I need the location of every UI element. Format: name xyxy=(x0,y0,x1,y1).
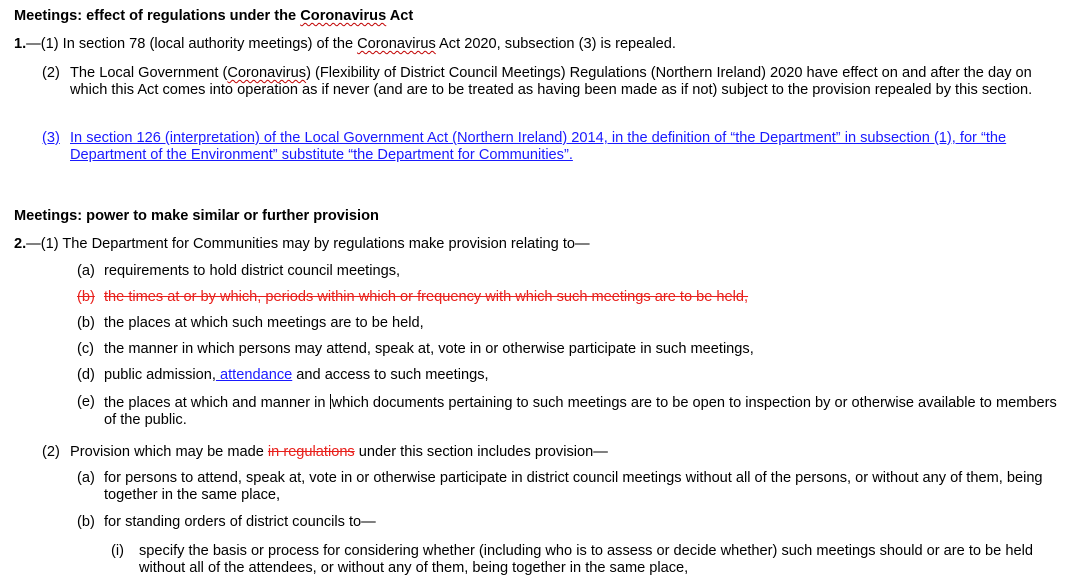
heading-text: Act xyxy=(386,8,414,24)
item-number: (b) xyxy=(77,514,95,530)
paragraph-1-1 xyxy=(14,36,1074,53)
subsection-number: (2) xyxy=(42,444,60,460)
item-text: the manner in which persons may attend, speak at, vote in or otherwise participate in such meetings, xyxy=(104,341,754,357)
item-number: (i) xyxy=(111,543,124,559)
paragraph-text: (1) In section 78 (local authority meetings) of the xyxy=(40,36,358,52)
deleted-text[interactable]: in regulations xyxy=(267,444,355,460)
item-2-2-b-i xyxy=(111,543,1067,577)
paragraph-text: (1) The Department for Communities may by regulations make provision relating to— xyxy=(40,236,590,252)
item-2-2-a xyxy=(77,470,1067,504)
item-2-1-c xyxy=(77,341,1067,358)
item-text: the places at which such meetings are to be held, xyxy=(104,315,424,331)
deleted-text[interactable]: the times at or by which, periods within which or frequency with which such meetings are to be held, xyxy=(104,289,749,305)
subsection-number: (2) xyxy=(42,65,60,81)
item-number: (c) xyxy=(77,341,95,357)
misspelled-word[interactable]: Coronavirus xyxy=(227,65,307,81)
paragraph-1-2 xyxy=(42,65,1062,99)
item-2-1-d xyxy=(77,367,1067,384)
item-text xyxy=(104,394,1067,429)
inserted-text[interactable]: In section 126 (interpretation) of the Local Government Act (Northern Ireland) 2014, in the definition of “the Department” in subsection (1), for “the Department of the Environment” substitute “the Department for Communities”. xyxy=(70,130,1007,163)
paragraph-text xyxy=(70,65,1062,99)
dash: — xyxy=(26,236,41,252)
paragraph-2-1 xyxy=(14,236,1074,253)
item-text: specify the basis or process for considering whether (including who is to assess or decide whether) such meetings should or are to be held without all of the attendees, or without any of them, being together in the same place, xyxy=(139,543,1033,576)
text-cursor xyxy=(330,394,331,409)
item-number: (b) xyxy=(77,289,95,305)
subsection-number: (3) xyxy=(42,130,60,146)
item-number: (a) xyxy=(77,263,95,279)
text-run: Provision which may be made xyxy=(70,444,268,460)
text-run: the places at which and manner in xyxy=(104,395,330,411)
item-number: (a) xyxy=(77,470,95,486)
text-run: which documents pertaining to such meetings are to be open to inspection by or otherwise available to members of the public. xyxy=(104,395,1057,428)
item-text: for standing orders of district councils to— xyxy=(104,514,376,530)
paragraph-1-3-inserted[interactable] xyxy=(42,130,1070,164)
section-1-heading xyxy=(14,8,1074,25)
item-2-1-e xyxy=(77,394,1067,429)
inserted-text[interactable]: attendance xyxy=(215,367,293,383)
paragraph-text: Act 2020, subsection (3) is repealed. xyxy=(435,36,676,52)
text-run: and access to such meetings, xyxy=(292,367,489,383)
item-number: (b) xyxy=(77,315,95,331)
misspelled-word[interactable]: Coronavirus xyxy=(357,36,436,52)
item-2-1-b xyxy=(77,315,1067,332)
section-number: 2. xyxy=(14,236,27,252)
item-text xyxy=(104,367,1067,384)
misspelled-word[interactable]: Coronavirus xyxy=(300,8,387,24)
text-run: under this section includes provision— xyxy=(354,444,608,460)
item-text: requirements to hold district council meetings, xyxy=(104,263,401,279)
text-run: public admission, xyxy=(104,367,216,383)
section-number: 1. xyxy=(14,36,27,52)
item-number: (e) xyxy=(77,394,95,410)
item-text: for persons to attend, speak at, vote in or otherwise participate in district council meetings without all of the persons, or without any of them, being together in the same place, xyxy=(104,470,1043,503)
item-number: (d) xyxy=(77,367,95,383)
heading-text: Meetings: effect of regulations under the xyxy=(14,8,301,24)
paragraph-text xyxy=(70,444,1062,461)
item-2-2-b xyxy=(77,514,1067,531)
paragraph-2-2 xyxy=(42,444,1062,461)
text-run: The Local Government ( xyxy=(70,65,228,81)
item-2-1-b-deleted[interactable] xyxy=(77,289,1067,306)
text-run: ) (Flexibility of District Council Meetings) Regulations (Northern Ireland) 2020 have effect on and after the day on which this Act comes into operation as if never (and are to be treated as having been made as if not) subject to the provision repealed by this section. xyxy=(70,65,1033,98)
dash: — xyxy=(26,36,41,52)
section-2-heading: Meetings: power to make similar or further provision xyxy=(14,208,379,224)
item-2-1-a xyxy=(77,263,1067,280)
